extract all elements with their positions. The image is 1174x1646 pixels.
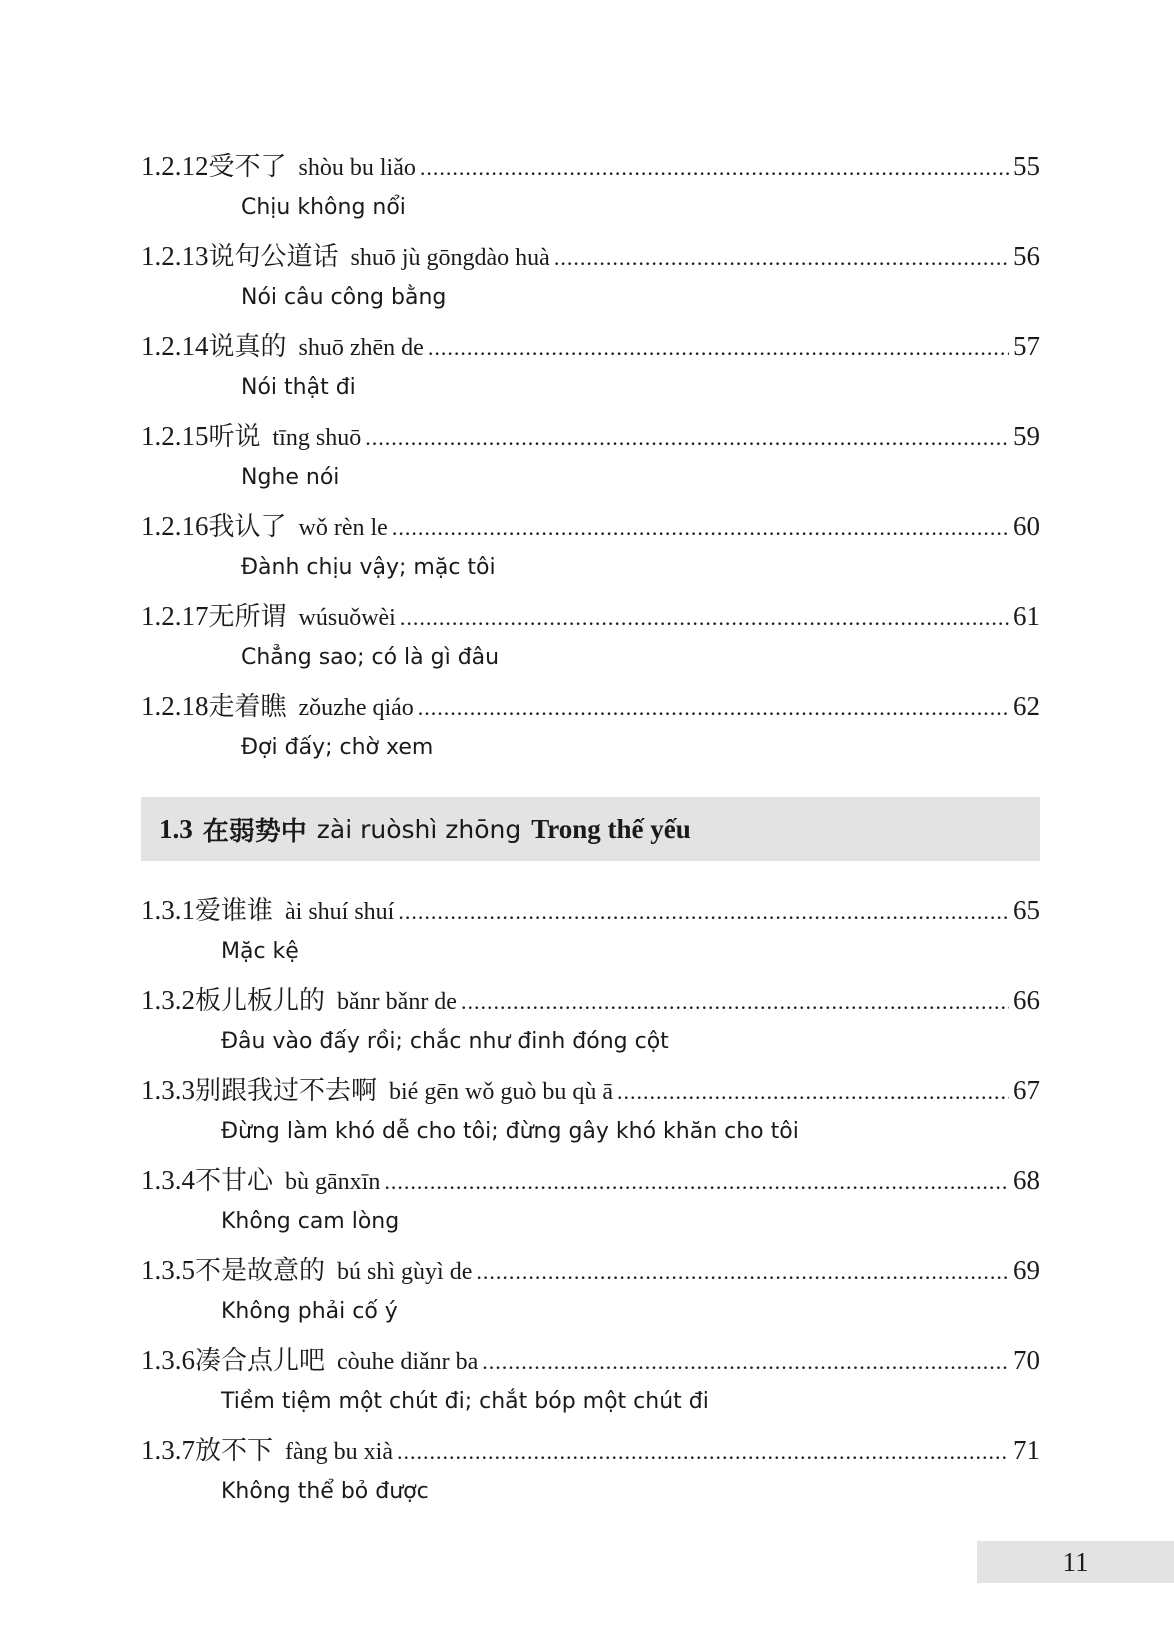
entry-page-number: 60	[1013, 511, 1040, 541]
entry-number: 1.2.12	[141, 151, 209, 181]
entry-chinese: 说真的	[208, 332, 287, 362]
entry-page-number: 67	[1013, 1075, 1040, 1105]
entry-chinese: 凑合点儿吧	[195, 1346, 326, 1376]
entry-page-number: 56	[1013, 241, 1040, 271]
entry-chinese: 无所谓	[208, 602, 287, 632]
entry-number: 1.3.4	[141, 1165, 195, 1195]
entry-chinese: 不是故意的	[195, 1256, 326, 1286]
entry-chinese: 听说	[208, 422, 261, 452]
entry-chinese: 放不下	[195, 1436, 274, 1466]
entry-pinyin: bú shì gùyì de	[337, 1259, 473, 1285]
toc-entry[interactable]	[141, 234, 1040, 324]
entry-page-number: 62	[1013, 691, 1040, 721]
page-number-badge	[977, 1541, 1174, 1583]
toc-entry[interactable]	[141, 1158, 1040, 1248]
entry-page-number: 55	[1013, 151, 1040, 181]
toc-entry[interactable]	[141, 1068, 1040, 1158]
entry-chinese: 说句公道话	[208, 242, 339, 272]
entry-number: 1.2.14	[141, 331, 209, 361]
entry-translation: Tiềm tiệm một chút đi; chắt bóp một chút đi	[221, 1389, 709, 1414]
entry-number: 1.3.6	[141, 1345, 195, 1375]
toc-entry[interactable]	[141, 1428, 1040, 1518]
entry-number: 1.3.3	[141, 1075, 195, 1105]
page-number: 11	[1062, 1546, 1089, 1577]
entry-translation: Đừng làm khó dễ cho tôi; đừng gây khó khăn cho tôi	[221, 1119, 799, 1144]
toc-entry[interactable]	[141, 1248, 1040, 1338]
entry-page-number: 71	[1013, 1435, 1040, 1465]
toc-section-1-3	[141, 888, 1040, 1518]
section-heading-1-3[interactable]	[141, 797, 1040, 861]
dot-leader	[482, 1340, 1009, 1384]
entry-pinyin: shuō zhēn de	[298, 335, 424, 361]
entry-page-number: 59	[1013, 421, 1040, 451]
entry-page-number: 65	[1013, 895, 1040, 925]
dot-leader	[400, 596, 1009, 640]
entry-page-number: 68	[1013, 1165, 1040, 1195]
entry-number: 1.2.13	[141, 241, 209, 271]
entry-number: 1.3.7	[141, 1435, 195, 1465]
entry-translation: Đành chịu vậy; mặc tôi	[241, 555, 496, 580]
entry-translation: Nói câu công bằng	[241, 285, 447, 310]
toc-entry[interactable]	[141, 978, 1040, 1068]
entry-pinyin: fàng bu xià	[285, 1439, 393, 1465]
entry-pinyin: shuō jù gōngdào huà	[350, 245, 550, 271]
entry-page-number: 61	[1013, 601, 1040, 631]
dot-leader	[384, 1160, 1009, 1204]
toc-entry[interactable]	[141, 414, 1040, 504]
entry-pinyin: bié gēn wǒ guò bu qù ā	[389, 1079, 613, 1105]
entry-translation: Mặc kệ	[221, 939, 299, 964]
entry-number: 1.3.5	[141, 1255, 195, 1285]
toc-entry[interactable]	[141, 594, 1040, 684]
entry-chinese: 我认了	[208, 512, 287, 542]
entry-pinyin: tīng shuō	[272, 425, 362, 451]
entry-translation: Đợi đấy; chờ xem	[241, 735, 434, 760]
entry-pinyin: wǒ rèn le	[298, 515, 388, 541]
entry-number: 1.3.1	[141, 895, 195, 925]
entry-page-number: 57	[1013, 331, 1040, 361]
toc-entry[interactable]	[141, 144, 1040, 234]
dot-leader	[418, 686, 1009, 730]
entry-pinyin: còuhe diǎnr ba	[337, 1349, 479, 1375]
dot-leader	[398, 890, 1009, 934]
toc-entry[interactable]	[141, 504, 1040, 594]
toc-entry[interactable]	[141, 1338, 1040, 1428]
section-pinyin-title: zài ruòshì zhōng	[316, 814, 522, 844]
entry-chinese: 不甘心	[195, 1166, 274, 1196]
dot-leader	[365, 416, 1009, 460]
dot-leader	[428, 326, 1009, 370]
entry-page-number: 69	[1013, 1255, 1040, 1285]
entry-pinyin: zǒuzhe qiáo	[298, 695, 414, 721]
entry-translation: Không thể bỏ được	[221, 1479, 429, 1504]
entry-translation: Không phải cố ý	[221, 1299, 398, 1324]
entry-number: 1.2.15	[141, 421, 209, 451]
entry-chinese: 板儿板儿的	[195, 986, 326, 1016]
entry-translation: Chịu không nổi	[241, 195, 406, 220]
toc-entry[interactable]	[141, 684, 1040, 774]
entry-translation: Không cam lòng	[221, 1209, 400, 1234]
toc-entry[interactable]	[141, 324, 1040, 414]
dot-leader	[420, 146, 1009, 190]
entry-pinyin: shòu bu liǎo	[298, 155, 416, 181]
entry-page-number: 66	[1013, 985, 1040, 1015]
entry-page-number: 70	[1013, 1345, 1040, 1375]
entry-translation: Chẳng sao; có là gì đâu	[241, 645, 500, 670]
section-chinese-title: 在弱势中	[202, 816, 307, 847]
section-vietnamese-title: Trong thế yếu	[531, 813, 691, 844]
entry-chinese: 爱谁谁	[195, 896, 274, 926]
toc-entry[interactable]	[141, 888, 1040, 978]
entry-pinyin: bǎnr bǎnr de	[337, 989, 457, 1015]
section-number: 1.3	[159, 813, 193, 844]
entry-pinyin: wúsuǒwèi	[298, 605, 396, 631]
dot-leader	[476, 1250, 1009, 1294]
entry-chinese: 受不了	[208, 152, 287, 182]
dot-leader	[392, 506, 1009, 550]
entry-number: 1.2.16	[141, 511, 209, 541]
entry-chinese: 走着瞧	[208, 692, 287, 722]
entry-pinyin: bù gānxīn	[285, 1169, 381, 1195]
entry-translation: Nghe nói	[241, 465, 340, 490]
entry-pinyin: ài shuí shuí	[285, 899, 395, 925]
entry-translation: Nói thật đi	[241, 375, 356, 400]
entry-number: 1.3.2	[141, 985, 195, 1015]
entry-number: 1.2.17	[141, 601, 209, 631]
entry-number: 1.2.18	[141, 691, 209, 721]
toc-section-1-2	[141, 144, 1040, 774]
entry-chinese: 别跟我过不去啊	[195, 1076, 378, 1106]
dot-leader	[461, 980, 1009, 1024]
entry-translation: Đâu vào đấy rồi; chắc như đinh đóng cột	[221, 1029, 669, 1054]
dot-leader	[397, 1430, 1009, 1474]
dot-leader	[554, 236, 1009, 280]
dot-leader	[617, 1070, 1009, 1114]
